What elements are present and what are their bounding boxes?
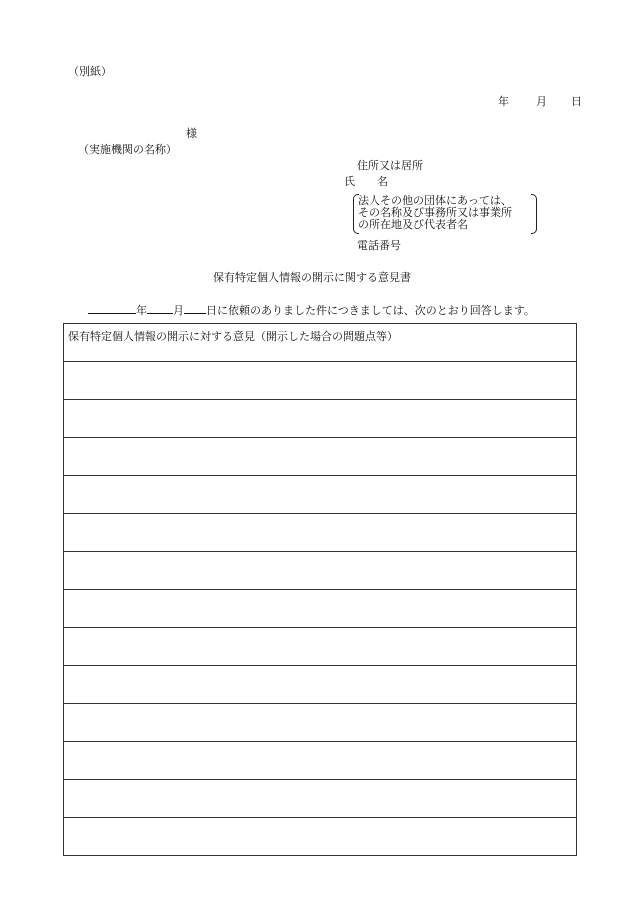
table-cell[interactable]	[64, 514, 577, 552]
table-header-label: 保有特定個人情報の開示に対する意見（開示した場合の問題点等）	[68, 330, 398, 343]
corp-note-line: 法人その他の団体にあっては、	[358, 194, 512, 207]
table-cell[interactable]	[64, 704, 577, 742]
table-cell[interactable]	[64, 362, 577, 400]
table-row	[64, 476, 577, 514]
table-cell[interactable]	[64, 628, 577, 666]
table-header-cell[interactable]	[64, 324, 577, 362]
body-year-label: 年	[136, 304, 147, 317]
addressee-org-name: （実施機関の名称）	[78, 143, 177, 156]
table-cell[interactable]	[64, 552, 577, 590]
blank-year-field[interactable]	[88, 302, 136, 314]
table-row	[64, 438, 577, 476]
date-year-label: 年	[498, 95, 509, 108]
sender-address-label: 住所又は居所	[357, 159, 423, 172]
table-cell[interactable]	[64, 400, 577, 438]
right-bracket	[531, 194, 537, 234]
table-row	[64, 780, 577, 818]
table-cell[interactable]	[64, 476, 577, 514]
table-row	[64, 742, 577, 780]
table-row	[64, 400, 577, 438]
blank-month-field[interactable]	[147, 302, 173, 314]
table-row	[64, 666, 577, 704]
table-row	[64, 362, 577, 400]
body-sentence	[88, 302, 535, 316]
table-row	[64, 818, 577, 856]
body-month-label: 月	[173, 304, 184, 317]
document-title: 保有特定個人情報の開示に関する意見書	[213, 271, 411, 284]
table-cell[interactable]	[64, 666, 577, 704]
annex-label: （別紙）	[68, 65, 112, 78]
table-cell[interactable]	[64, 742, 577, 780]
date-month-label: 月	[536, 95, 547, 108]
date-day-label: 日	[571, 95, 582, 108]
sender-name-label: 氏 名	[344, 175, 388, 188]
table-cell[interactable]	[64, 438, 577, 476]
table-row	[64, 628, 577, 666]
table-row	[64, 590, 577, 628]
table-cell[interactable]	[64, 590, 577, 628]
table-header-row	[64, 324, 577, 362]
sender-phone-label: 電話番号	[357, 239, 401, 252]
table-row	[64, 704, 577, 742]
addressee-honorific: 様	[186, 127, 197, 140]
corp-note-line: その名称及び事務所又は事業所	[358, 206, 512, 219]
corp-note	[358, 195, 512, 231]
table-row	[64, 514, 577, 552]
blank-day-field[interactable]	[184, 302, 206, 314]
body-day-text: 日に依頼のありました件につきましては、次のとおり回答します。	[206, 304, 535, 317]
table-row	[64, 552, 577, 590]
corp-note-line: の所在地及び代表者名	[358, 218, 468, 231]
table-cell[interactable]	[64, 818, 577, 856]
table-cell[interactable]	[64, 780, 577, 818]
opinion-table	[63, 323, 577, 856]
